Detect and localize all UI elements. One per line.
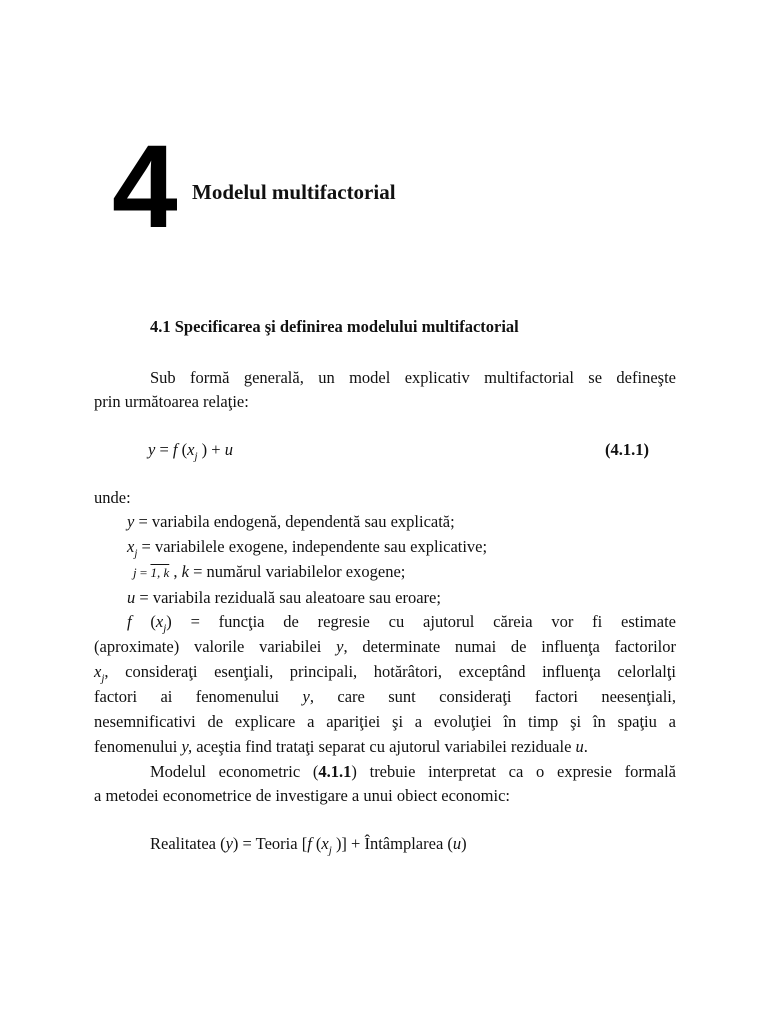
- reality-u: u: [452, 834, 462, 853]
- fdef-l2-y: y: [336, 637, 344, 656]
- def-u-text: variabila reziduală sau aleatoare sau eroare;: [152, 588, 441, 607]
- reality-b: ) = Teoria [: [232, 834, 308, 853]
- section-title: 4.1 Specificarea şi definirea modelului multifactorial: [150, 317, 519, 336]
- def-k-symbol: k: [181, 562, 189, 581]
- fdef-line-4: [94, 685, 676, 709]
- eq-sub-j: j: [194, 450, 198, 463]
- chapter-number: 4: [112, 121, 178, 253]
- model-line-1: [94, 760, 676, 784]
- def-j-eq: =: [136, 565, 151, 580]
- fdef-l6-u: u: [575, 737, 584, 756]
- intro-line-1: Sub formă generală, un model explicativ multifactorial se defineşte: [150, 368, 676, 387]
- eq-f: f: [172, 440, 178, 459]
- eq-equals: =: [155, 440, 173, 459]
- fdef-l3-b: , consideraţi esenţiali, principali, hotărâtori, exceptând influenţa celorlalţi: [104, 662, 676, 681]
- fdef-l2-b: , determinate numai de influenţa factorilor: [343, 637, 676, 656]
- fdef-l6-y: y,: [181, 737, 193, 756]
- def-k-text: = numărul variabilelor exogene;: [188, 562, 406, 581]
- fdef-sub: j: [163, 622, 167, 635]
- reality-e: ): [461, 834, 467, 853]
- eq-close: ): [197, 440, 208, 459]
- reality-d: )] + Întâmplarea (: [331, 834, 453, 853]
- fdef-l6-a: fenomenului: [94, 737, 182, 756]
- where-label: unde:: [94, 488, 131, 507]
- fdef-l4-a: factori ai fenomenului: [94, 687, 303, 706]
- def-u-eq: =: [135, 588, 153, 607]
- def-x-text: = variabilele exogene, independente sau explicative;: [137, 537, 488, 556]
- fdef-close: ): [166, 612, 172, 631]
- fdef-l4-y: y: [302, 687, 310, 706]
- reality-a: Realitatea (: [150, 834, 226, 853]
- fdef-open: (: [131, 612, 156, 631]
- def-y: [127, 510, 455, 534]
- def-j-comma: ,: [169, 562, 182, 581]
- fdef-l6-end: .: [583, 737, 588, 756]
- model-l1-a: Modelul econometric (: [150, 762, 319, 781]
- def-y-eq: =: [134, 512, 152, 531]
- fdef-rest: = funcţia de regresie cu ajutorul căreia vor fi estimate: [171, 612, 676, 631]
- fdef-l3-sub: j: [101, 672, 105, 685]
- def-y-symbol: y: [127, 512, 135, 531]
- equation-body: [148, 438, 233, 468]
- intro-line-2: prin următoarea relaţie:: [94, 392, 249, 411]
- fdef-x: x: [155, 612, 164, 631]
- equation-number: (4.1.1): [605, 440, 649, 459]
- model-l1-b: ) trebuie interpretat ca o expresie formală: [351, 762, 676, 781]
- fdef-line-2: [94, 635, 676, 659]
- def-u: [127, 586, 441, 610]
- fdef-line-5: nesemnificativi de explicare a apariţiei şi a evoluţiei în timp şi în spaţiu a: [94, 712, 676, 731]
- reality-x: x: [321, 834, 329, 853]
- eq-x: x: [187, 440, 195, 459]
- eq-u: u: [224, 440, 233, 459]
- def-j: [133, 560, 405, 585]
- def-x-symbol: x: [127, 537, 135, 556]
- reality-y: y: [225, 834, 233, 853]
- def-j-range: 1, k: [150, 565, 170, 580]
- eq-y: y: [148, 440, 156, 459]
- fdef-l6-b: aceştia find trataţi separat cu ajutorul variabilei reziduale: [192, 737, 576, 756]
- fdef-line-6: [94, 735, 588, 759]
- fdef-f: f: [127, 612, 132, 631]
- def-y-text: variabila endogenă, dependentă sau explicată;: [151, 512, 455, 531]
- fdef-l3-x: x: [94, 662, 102, 681]
- def-u-symbol: u: [127, 588, 136, 607]
- fdef-l2-a: (aproximate) valorile variabilei: [94, 637, 337, 656]
- reality-c: (: [311, 834, 322, 853]
- def-x-sub: j: [134, 547, 138, 560]
- def-j-symbol: j: [133, 565, 137, 580]
- chapter-title: Modelul multifactorial: [192, 180, 396, 204]
- eq-open: (: [177, 440, 188, 459]
- model-line-2: a metodei econometrice de investigare a unui obiect economic:: [94, 786, 510, 805]
- model-ref: 4.1.1: [318, 762, 352, 781]
- reality-f: f: [307, 834, 312, 853]
- reality-formula: [150, 832, 467, 862]
- eq-plus: +: [207, 440, 225, 459]
- reality-sub: j: [328, 844, 332, 857]
- fdef-l4-b: , care sunt consideraţi factori neesenţiali,: [309, 687, 677, 706]
